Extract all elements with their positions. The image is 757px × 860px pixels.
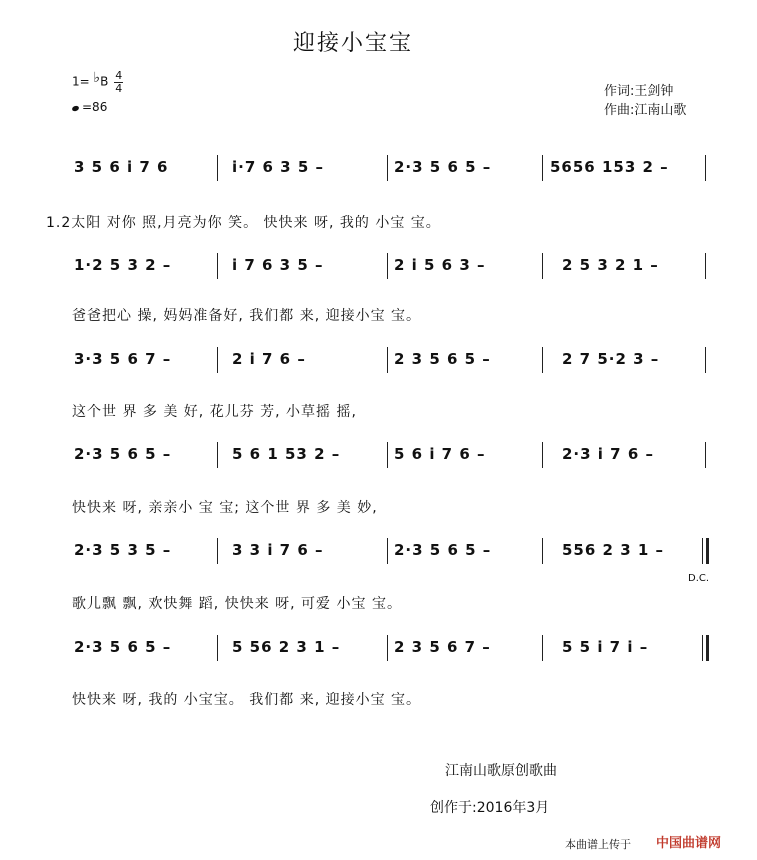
barline (387, 635, 388, 661)
barline (705, 347, 706, 373)
measure: 2·3 i 7 6 – (562, 445, 654, 463)
score-line (72, 248, 708, 288)
barline (542, 538, 543, 564)
flat-accidental: ♭ (93, 69, 101, 86)
barline (217, 538, 218, 564)
lyric-line: 歌儿飘 飘, 欢快舞 蹈, 快快来 呀, 可爱 小宝 宝。 (72, 596, 402, 612)
barline (705, 442, 706, 468)
score-line (72, 630, 708, 670)
score-line (72, 437, 708, 477)
time-signature (114, 70, 123, 94)
measure: 2 7 5·2 3 – (562, 350, 660, 368)
barline (542, 347, 543, 373)
barline (705, 155, 706, 181)
measure: 2·3 5 3 5 – (74, 541, 172, 559)
score-line (72, 150, 708, 190)
tempo-marking (72, 100, 107, 114)
barline (387, 538, 388, 564)
measure: 5656 153 2 – (550, 158, 669, 176)
barline (542, 442, 543, 468)
measure: 2·3 5 6 5 – (74, 445, 172, 463)
measure: 2 5 3 2 1 – (562, 256, 659, 274)
song-title: 迎接小宝宝 (293, 31, 414, 56)
barline (387, 155, 388, 181)
note-icon (71, 105, 79, 112)
barline (387, 347, 388, 373)
repeat-barline (702, 538, 703, 564)
measure: i 7 6 3 5 – (232, 256, 324, 274)
score-line (72, 342, 708, 382)
measure: 2 i 7 6 – (232, 350, 306, 368)
lyricist-credit: 作词:王剑钟 (604, 84, 674, 99)
measure: 2 3 5 6 7 – (394, 638, 491, 656)
measure: i·7 6 3 5 – (232, 158, 324, 176)
barline (387, 253, 388, 279)
barline (542, 253, 543, 279)
measure: 5 5 i 7 i – (562, 638, 649, 656)
measure: 2·3 5 6 5 – (74, 638, 172, 656)
measure: 2 i 5 6 3 – (394, 256, 486, 274)
measure: 5 6 i 7 6 – (394, 445, 486, 463)
measure: 2·3 5 6 5 – (394, 158, 492, 176)
lyric-line: 爸爸把心 操, 妈妈准备好, 我们都 来, 迎接小宝 宝。 (72, 308, 422, 324)
key-signature (72, 70, 123, 94)
upload-source: 本曲谱上传于 (565, 838, 631, 851)
lyric-line: 快快来 呀, 我的 小宝宝。 我们都 来, 迎接小宝 宝。 (72, 692, 422, 708)
barline (217, 442, 218, 468)
measure: 5 56 2 3 1 – (232, 638, 341, 656)
barline (542, 155, 543, 181)
site-logo[interactable]: 中国曲谱网 (656, 836, 722, 851)
footer-date: 创作于:2016年3月 (430, 800, 550, 816)
lyric-line: 快快来 呀, 亲亲小 宝 宝; 这个世 界 多 美 妙, (72, 500, 378, 516)
measure: 2·3 5 6 5 – (394, 541, 492, 559)
measure: 5 6 1 53 2 – (232, 445, 341, 463)
barline (217, 155, 218, 181)
lyric-line: 这个世 界 多 美 好, 花儿芬 芳, 小草摇 摇, (72, 404, 357, 420)
footer-original: 江南山歌原创歌曲 (445, 763, 557, 779)
time-signature-bottom: 4 (115, 82, 123, 95)
score-line (72, 533, 708, 573)
measure: 3 5 6 i 7 6 (74, 158, 169, 176)
barline (387, 442, 388, 468)
barline (217, 635, 218, 661)
tempo-value: =86 (82, 100, 108, 114)
measure: 556 2 3 1 – (562, 541, 665, 559)
measure: 2 3 5 6 5 – (394, 350, 491, 368)
barline (217, 347, 218, 373)
lyric-line: 1.2太阳 对你 照,月亮为你 笑。 快快来 呀, 我的 小宝 宝。 (46, 215, 441, 231)
barline (705, 253, 706, 279)
measure: 3·3 5 6 7 – (74, 350, 172, 368)
composer-credit: 作曲:江南山歌 (604, 103, 687, 118)
measure: 3 3 i 7 6 – (232, 541, 324, 559)
key-note: B (100, 74, 109, 89)
final-barline (702, 635, 703, 661)
barline (542, 635, 543, 661)
measure: 1·2 5 3 2 – (74, 256, 172, 274)
key-label: 1= (72, 74, 90, 89)
time-signature-top: 4 (115, 69, 123, 82)
barline (217, 253, 218, 279)
dc-mark: D.C. (688, 573, 710, 584)
